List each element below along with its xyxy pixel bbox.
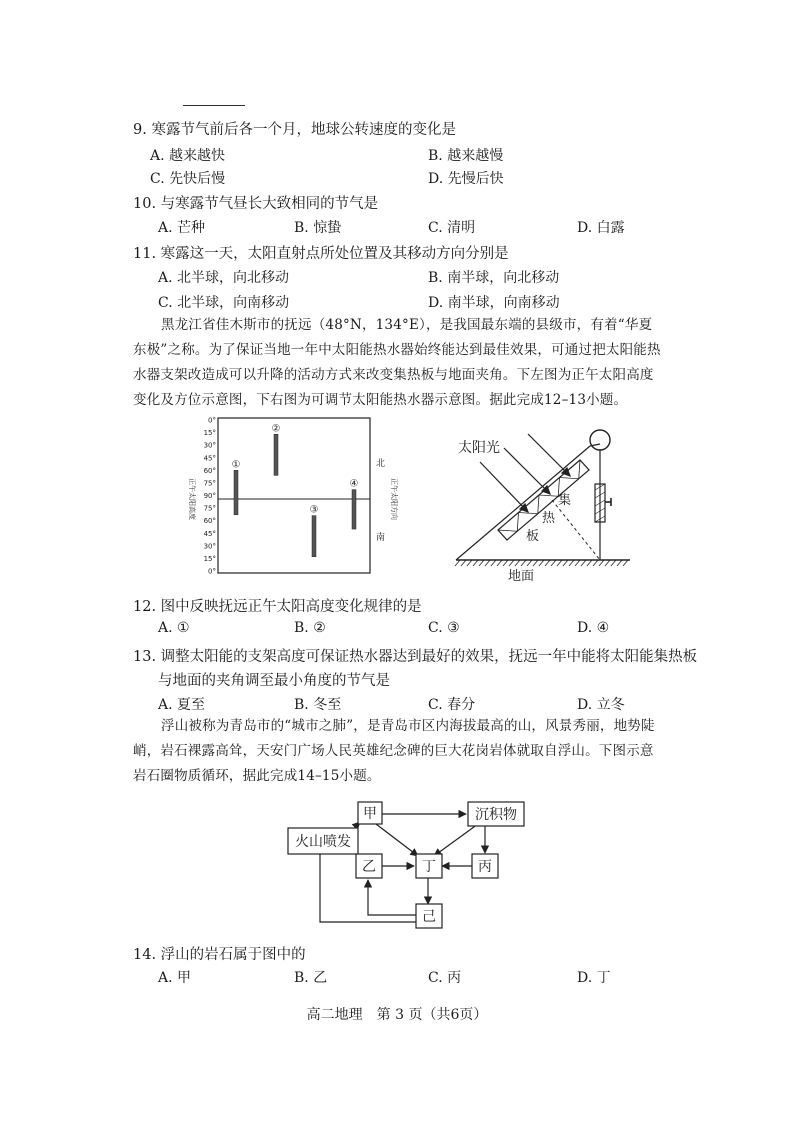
question-12-stem: 12. 图中反映抚远正午太阳高度变化规律的是: [133, 599, 422, 615]
question-9-option-b: B. 越来越慢: [428, 148, 504, 164]
y-tick-label: 15°: [203, 554, 216, 563]
question-10-option-a: A. 芒种: [158, 220, 206, 236]
question-10-option-d: D. 白露: [577, 220, 625, 236]
sun-icon: [590, 430, 610, 450]
direction-axis-label: 正午太阳方向: [390, 478, 398, 520]
node-yi-label: 乙: [362, 859, 376, 875]
question-12-option-d: D. ④: [577, 620, 610, 636]
panel-label-3: 板: [526, 529, 540, 544]
y-tick-label: 60°: [203, 517, 216, 526]
noon-sun-altitude-chart: [180, 414, 400, 580]
y-tick-label: 0°: [208, 567, 216, 576]
y-tick-label: 90°: [203, 492, 216, 500]
question-12-option-a: A. ①: [158, 620, 190, 636]
question-12-option-b: B. ②: [294, 620, 326, 636]
question-9-option-a: A. 越来越快: [150, 148, 226, 164]
node-volcano-label: 火山喷发: [295, 834, 351, 850]
sunlight-label: 太阳光: [458, 440, 500, 456]
question-12-option-c: C. ③: [428, 620, 460, 636]
altitude-bar-3: [312, 516, 316, 557]
passage-fushan: 浮山被称为青岛市的“城市之肺”，是青岛市区内海拔最高的山，风景秀丽，地势陡峭，岩石裸露高耸，天安门广场人民英雄纪念碑的巨大花岗岩体就取自浮山。下图示意岩石圈物质循环，据此完成14–15小题。: [133, 718, 655, 784]
north-label: 北: [376, 459, 386, 469]
y-tick-label: 75°: [203, 504, 216, 513]
question-14-option-a: A. 甲: [158, 970, 192, 986]
collector-panel: [498, 460, 589, 540]
altitude-bar-label-2: ②: [271, 423, 281, 435]
question-10-stem: 10. 与寒露节气昼长大致相同的节气是: [133, 196, 379, 212]
question-9-option-c: C. 先快后慢: [150, 171, 226, 187]
question-11-option-c: C. 北半球，向南移动: [158, 295, 290, 311]
rock-cycle-diagram: [280, 794, 550, 936]
question-9-option-d: D. 先慢后快: [428, 171, 504, 187]
y-tick-label: 60°: [203, 466, 216, 475]
solar-heater-diagram: [440, 424, 636, 586]
altitude-bar-4: [352, 490, 356, 529]
question-13-stem-line1: 13. 调整太阳能的支架高度可保证热水器达到最好的效果，抚远一年中能将太阳能集热板: [133, 649, 698, 665]
question-13-option-b: B. 冬至: [294, 697, 342, 713]
y-tick-label: 0°: [208, 416, 216, 425]
node-bing-label: 丙: [478, 859, 492, 875]
y-tick-label: 45°: [203, 529, 216, 538]
question-11-option-a: A. 北半球，向北移动: [158, 270, 290, 286]
question-13-option-c: C. 春分: [428, 697, 476, 713]
question-13-stem-line2: 与地面的夹角调至最小角度的节气是: [158, 673, 390, 689]
altitude-bar-label-3: ③: [309, 504, 319, 516]
question-10-option-b: B. 惊蛰: [294, 220, 342, 236]
question-11-stem: 11. 寒露这一天，太阳直射点所处位置及其移动方向分别是: [133, 246, 509, 262]
panel-label-2: 热: [542, 511, 556, 526]
altitude-bar-label-1: ①: [231, 459, 241, 471]
question-13-option-d: D. 立冬: [577, 697, 625, 713]
y-axis-label: 正午太阳高度: [188, 478, 196, 520]
passage-fuyuan: 黑龙江省佳木斯市的抚远（48°N，134°E），是我国最东端的县级市，有着“华夏东极”之称。为了保证当地一年中太阳能热水器始终能达到最佳效果，可通过把太阳能热水器支架改造成可以升降的活动方式来改变集热板与地面夹角。下左图为正午太阳高度变化及方位示意图，下右图为可调节太阳能热水器示意图。据此完成12–13小题。: [133, 317, 661, 408]
question-9-stem: 9. 寒露节气前后各一个月，地球公转速度的变化是: [133, 122, 456, 138]
question-10-option-c: C. 清明: [428, 220, 476, 236]
altitude-bar-1: [234, 470, 238, 514]
question-14-option-b: B. 乙: [294, 970, 328, 986]
question-13-option-a: A. 夏至: [158, 697, 206, 713]
altitude-bar-label-4: ④: [349, 478, 359, 490]
question-14-option-c: C. 丙: [428, 970, 462, 986]
node-sediment-label: 沉积物: [475, 807, 517, 823]
question-14-option-d: D. 丁: [577, 970, 611, 986]
y-tick-label: 75°: [203, 479, 216, 488]
question-11-option-b: B. 南半球，向北移动: [428, 270, 560, 286]
node-ji-label: 己: [422, 909, 436, 925]
y-tick-label: 45°: [203, 454, 216, 463]
ground-label: 地面: [508, 569, 535, 584]
y-tick-label: 15°: [203, 429, 216, 438]
question-11-option-d: D. 南半球，向南移动: [428, 295, 560, 311]
y-tick-label: 30°: [203, 441, 216, 450]
south-label: 南: [376, 533, 386, 543]
page-footer: 高二地理 第 3 页（共6页）: [306, 1007, 488, 1023]
node-jia-label: 甲: [363, 806, 377, 822]
altitude-bar-2: [274, 434, 278, 475]
y-tick-label: 30°: [203, 542, 216, 551]
node-ding-label: 丁: [422, 859, 436, 875]
top-rule: [183, 105, 245, 106]
panel-label-1: 集: [558, 493, 572, 508]
question-14-stem: 14. 浮山的岩石属于图中的: [133, 947, 306, 963]
